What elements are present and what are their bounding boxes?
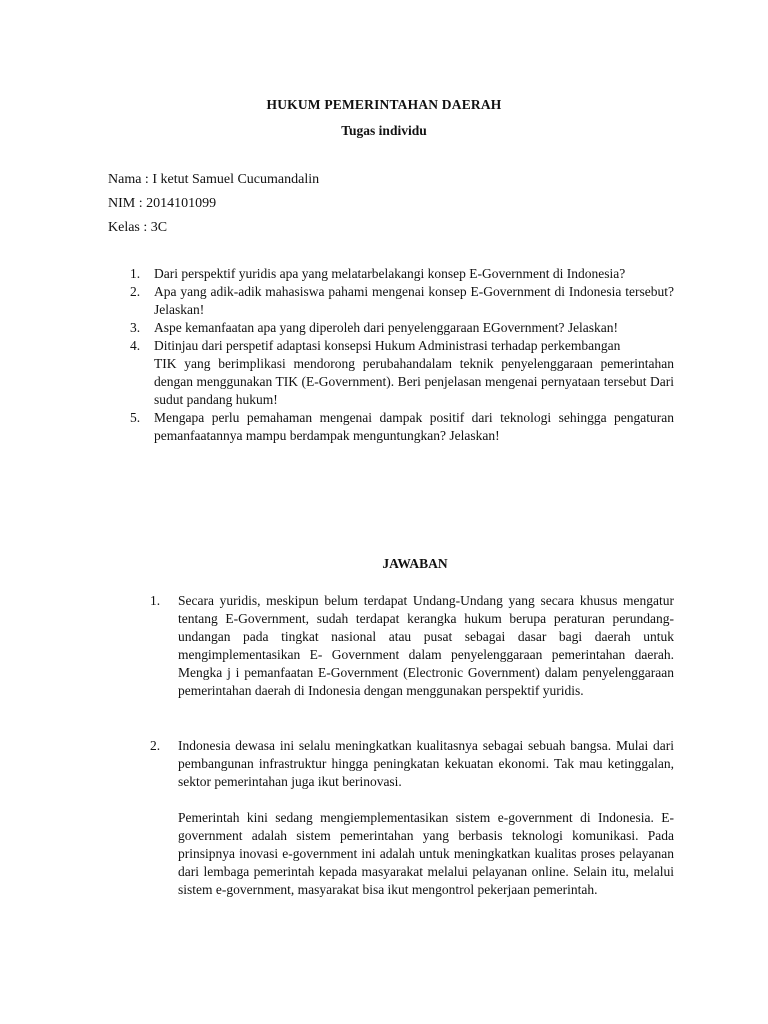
question-item xyxy=(108,409,674,445)
student-nim: NIM : 2014101099 xyxy=(108,196,217,211)
answer-paragraph: Secara yuridis, meskipun belum terdapat Undang-Undang yang secara khusus mengatur tentang E-Government, sudah terdapat kerangka hukum berupa peraturan perundang-undangan pada tingkat nasional atau pusat sebagai dasar bagi daerah untuk mengimplementasikan E- Government dalam penyelenggaraan pemerintahan daerah. Mengka j i pemanfaatan E-Government (Electronic Government) dalam penyelenggaraan pemerintahan daerah di Indonesia dengan menggunakan perspektif yuridis. xyxy=(178,593,674,698)
answer-item xyxy=(150,737,674,899)
answer-paragraph: Pemerintah kini sedang mengiemplementasikan sistem e-government di Indonesia. E-government adalah sistem pemerintahan yang berbasis teknologi komunikasi. Pada prinsipnya inovasi e-government ini adalah untuk meningkatkan kualitas proses pelayanan dari lembaga pemerintah kepada masyarakat melalui pelayanan online. Selain itu, melalui sistem e-government, masyarakat bisa ikut mengontrol pekerjaan pemerintah. xyxy=(178,810,674,897)
question-number: 5. xyxy=(130,410,141,425)
question-text: Apa yang adik-adik mahasiswa pahami mengenai konsep E-Government di Indonesia tersebut?Jelaskan! xyxy=(154,284,674,317)
answer-number: 2. xyxy=(150,738,161,753)
question-continuation: TIK yang berimplikasi mendorong perubahandalam teknik penyelenggaraan pemerintahan dengan menggunakan TIK (E-Government). Beri penjelasan mengenai pernyataan tersebut Dari sudut pandang hukum! xyxy=(154,356,674,407)
student-name: Nama : I ketut Samuel Cucumandalin xyxy=(108,172,320,187)
document-subtitle: Tugas individu xyxy=(341,123,427,138)
question-number: 3. xyxy=(130,320,141,335)
student-class: Kelas : 3C xyxy=(108,220,168,235)
answer-number: 1. xyxy=(150,593,161,608)
answer-paragraph: Indonesia dewasa ini selalu meningkatkan kualitasnya sebagai sebuah bangsa. Mulai dari pembangunan infrastruktur hingga peningkatan kekuatan ekonomi. Tak mau ketinggalan, sektor pemerintahan juga ikut berinovasi. xyxy=(178,738,674,789)
document-title: HUKUM PEMERINTAHAN DAERAH xyxy=(266,97,502,112)
question-item xyxy=(108,265,674,283)
question-number: 4. xyxy=(130,338,141,353)
question-text: Aspe kemanfaatan apa yang diperoleh dari penyelenggaraan EGovernment? Jelaskan! xyxy=(154,320,619,335)
question-text: Mengapa perlu pemahaman mengenai dampak positif dari teknologi sehingga pengaturan pemanfaatannya mampu berdampak menguntungkan? Jelaskan! xyxy=(154,410,674,443)
question-list xyxy=(108,265,674,445)
question-number: 1. xyxy=(130,266,141,281)
question-text: Ditinjau dari perspetif adaptasi konsepsi Hukum Administrasi terhadap perkembangan xyxy=(154,338,621,353)
question-item xyxy=(108,337,674,409)
answers-heading: JAWABAN xyxy=(382,556,448,571)
question-text: Dari perspektif yuridis apa yang melatarbelakangi konsep E-Government di Indonesia? xyxy=(154,266,626,281)
question-item xyxy=(108,319,674,337)
answer-item xyxy=(150,592,674,700)
question-item xyxy=(108,283,674,319)
question-number: 2. xyxy=(130,284,141,299)
